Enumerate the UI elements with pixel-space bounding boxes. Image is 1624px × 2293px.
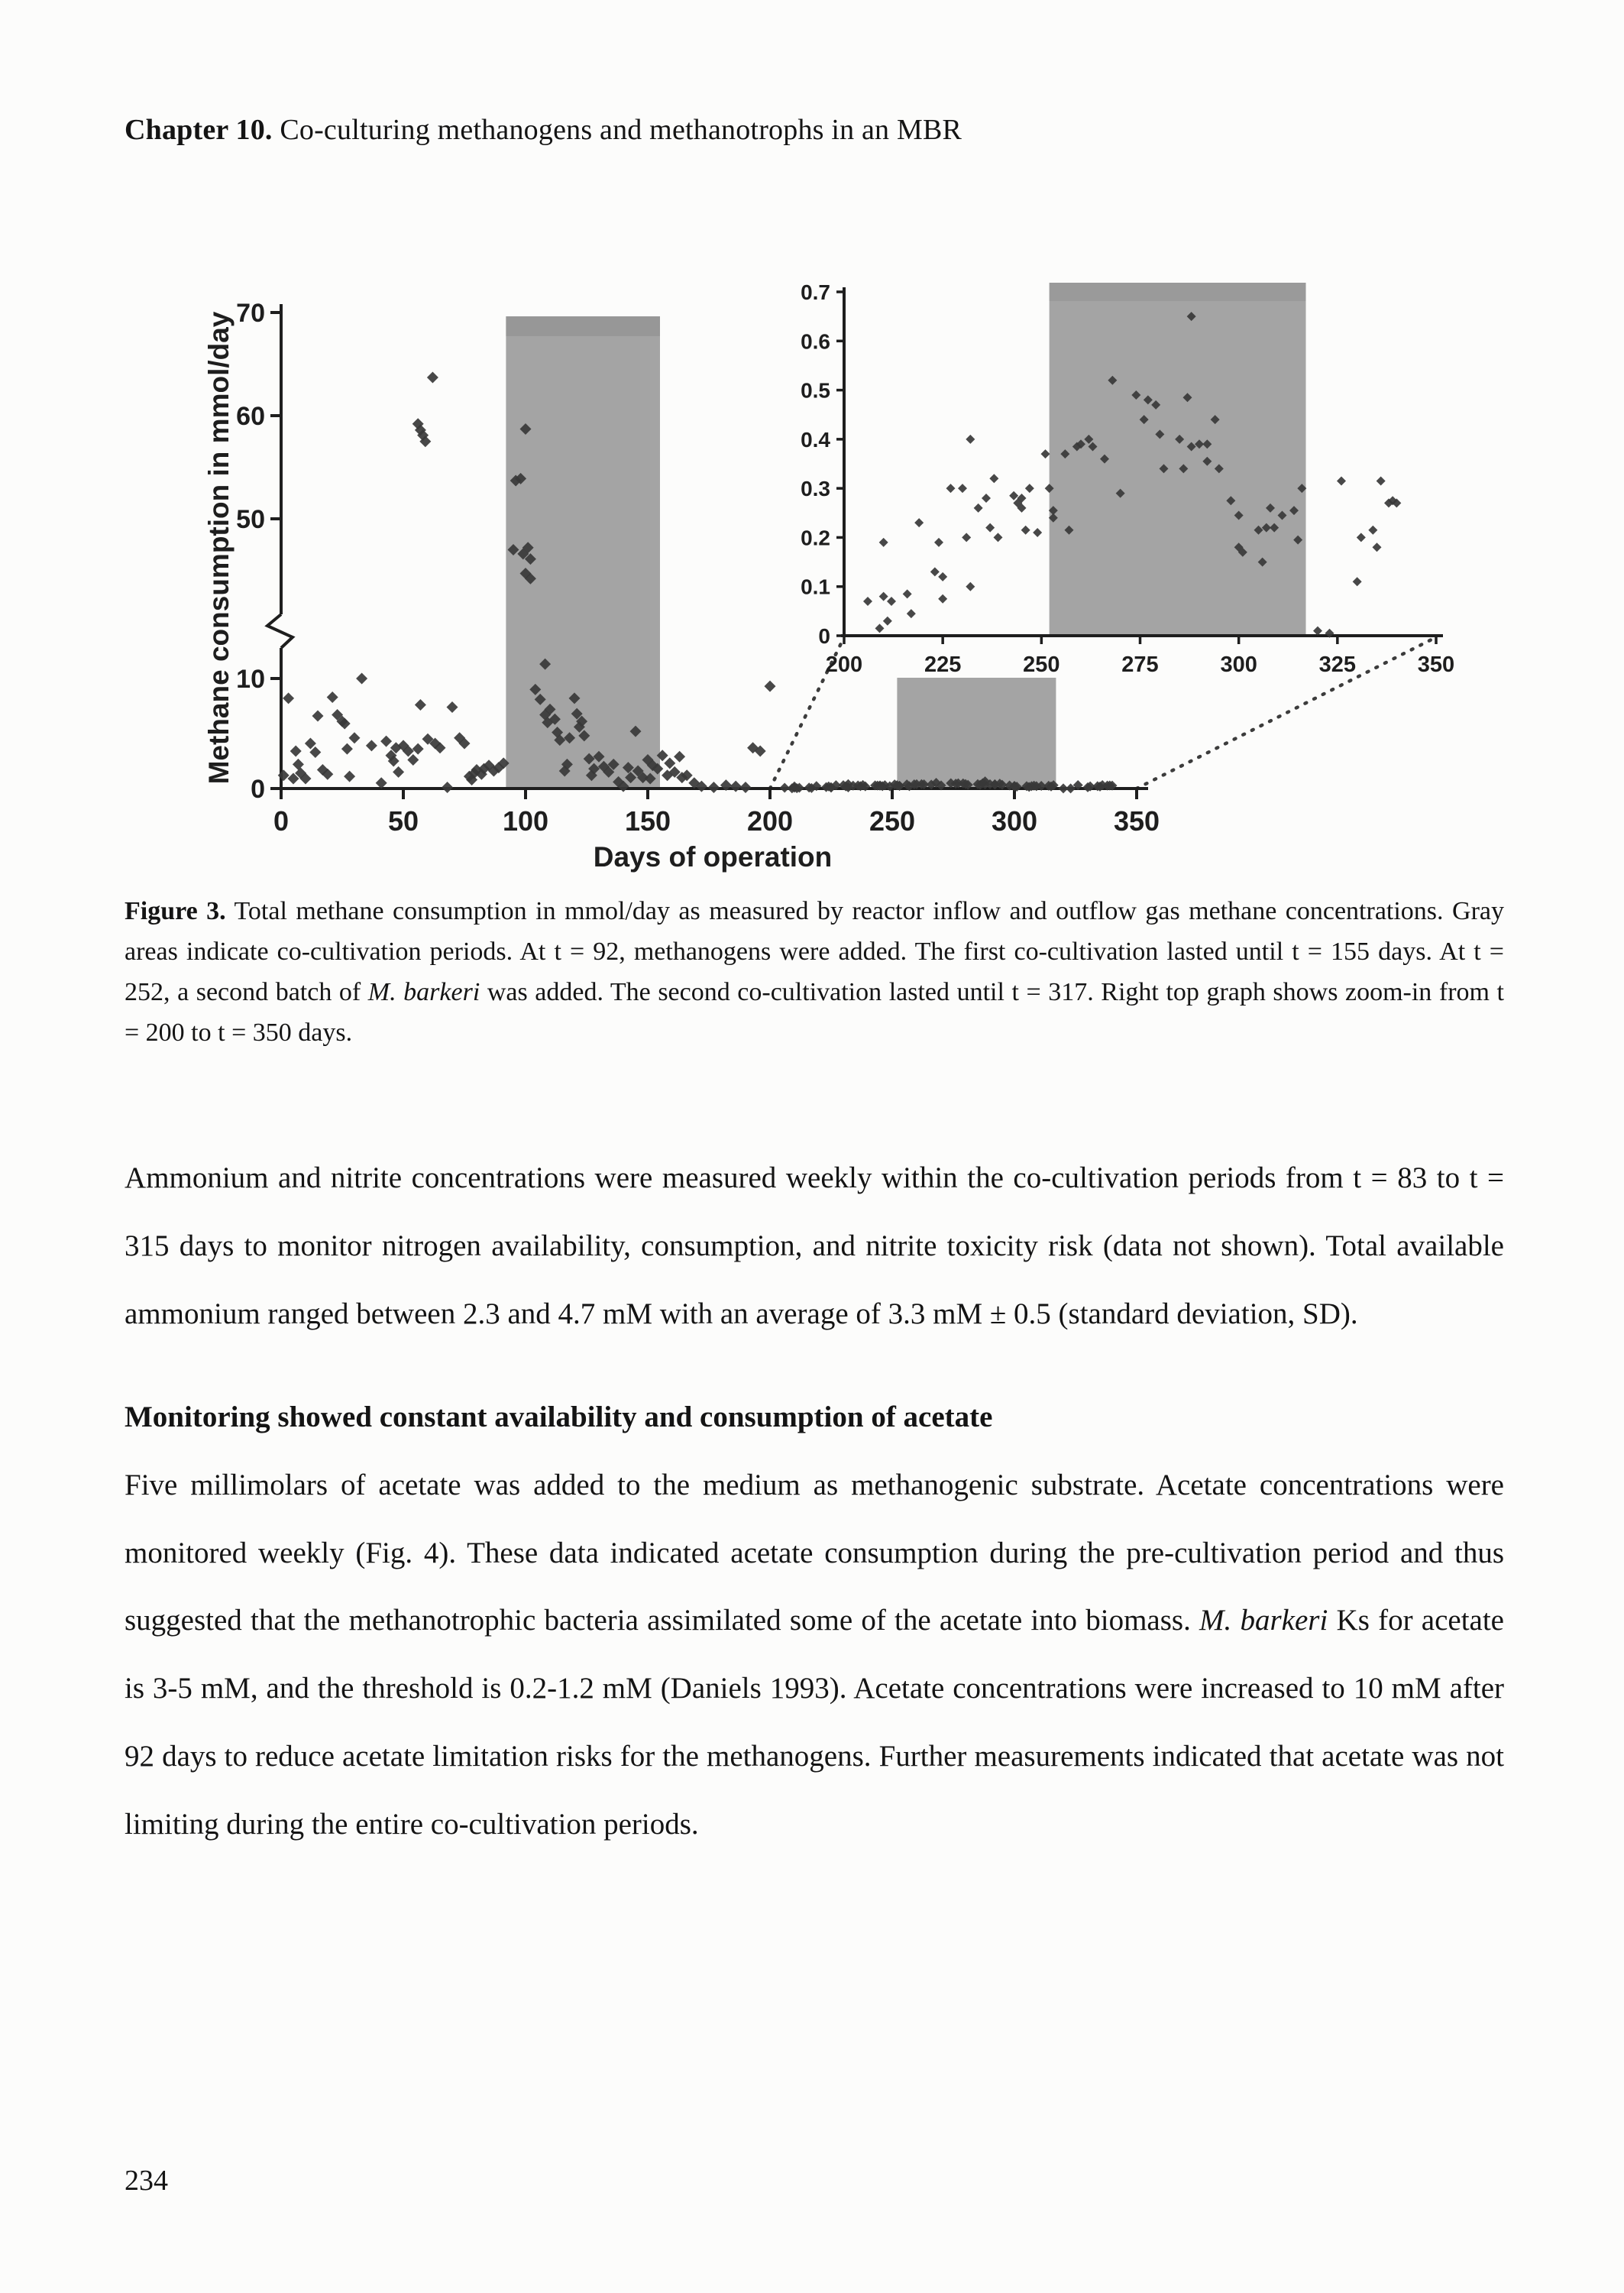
svg-text:0.1: 0.1 [801, 575, 830, 599]
svg-text:10: 10 [236, 665, 265, 694]
section-heading-acetate [125, 1384, 1504, 1452]
svg-text:250: 250 [1023, 653, 1060, 677]
text-run: was added. The second co-cultivation lasted until t = 317. Right top graph shows zoom-in from t = 200 to t = 350 days. [125, 978, 1504, 1048]
svg-text:325: 325 [1318, 653, 1357, 677]
text-run: Ammonium and nitrite concentrations were measured weekly within the co-cultivation periods from t = 83 to t = 315 days to monitor nitrogen availability, consumption, and nitrite toxicity risk (data not shown). Total available ammonium ranged between 2.3 and 4.7 mM with an average of 3.3 mM ± 0.5 (standard deviation, SD). [125, 1161, 1504, 1330]
svg-text:0: 0 [818, 624, 830, 648]
svg-text:50: 50 [236, 505, 265, 534]
text-run: M. barkeri [1199, 1604, 1328, 1637]
svg-text:250: 250 [869, 805, 916, 837]
chapter-header [125, 113, 962, 147]
svg-text:0: 0 [251, 775, 265, 804]
svg-text:150: 150 [624, 805, 671, 837]
text-run: Five millimolars of acetate was added to the medium as methanogenic substrate. Acetate concentrations were monitored weekly (Fig. 4). These data indicated acetate consumption during the pre-cultivation period and thus suggested that the methanotrophic bacteria assimilated some of the acetate into biomass. [125, 1468, 1504, 1637]
svg-text:Methane consumption in mmol/d: Methane consumption in mmol/day [203, 311, 235, 785]
paragraph-acetate [125, 1452, 1504, 1859]
svg-text:200: 200 [825, 653, 863, 677]
svg-text:60: 60 [236, 402, 265, 431]
svg-text:0.4: 0.4 [801, 427, 830, 452]
svg-text:225: 225 [924, 653, 962, 677]
svg-text:200: 200 [746, 805, 794, 837]
svg-text:0.2: 0.2 [801, 526, 830, 550]
svg-text:Days of operation: Days of operation [593, 841, 833, 873]
text-run: Co-culturing methanogens and methanotrophs in an MBR [272, 114, 962, 146]
text-run: Ks for acetate is 3-5 mM, and the threshold is 0.2-1.2 mM (Daniels 1993). Acetate concentrations were increased to 10 mM after 92 days to reduce acetate limitation risks for the methanogens. Further measurements indicated that acetate was not limiting during the entire co-cultivation periods. [125, 1604, 1504, 1841]
svg-text:350: 350 [1417, 653, 1455, 677]
svg-text:0.3: 0.3 [801, 477, 830, 501]
inset-shaded-region [1050, 283, 1306, 636]
svg-text:0.6: 0.6 [801, 329, 830, 354]
figure-3-chart [195, 261, 1493, 888]
svg-text:275: 275 [1121, 653, 1159, 677]
text-run: Monitoring showed constant availability and consumption of acetate [125, 1400, 993, 1433]
body-text [125, 1145, 1504, 1894]
svg-text:50: 50 [387, 805, 419, 837]
svg-text:70: 70 [236, 299, 265, 328]
co-cultivation-shaded-regions [506, 316, 1056, 789]
text-run: Chapter 10. [125, 114, 273, 146]
figure-caption [125, 891, 1504, 1053]
text-run: Total methane consumption in mmol/day as measured by reactor inflow and outflow gas methane concentrations. Gray areas indicate co-cultivation periods. At t = 92, methanogens were added. The first co-cultivation lasted until t = 155 days. At t = 252, a second batch of [125, 897, 1504, 1007]
paragraph-ammonium-nitrite [125, 1145, 1504, 1349]
svg-text:0.7: 0.7 [801, 280, 830, 304]
svg-text:100: 100 [502, 805, 549, 837]
figure-3 [195, 261, 1493, 888]
svg-text:350: 350 [1113, 805, 1160, 837]
text-run: M. barkeri [367, 978, 480, 1007]
svg-text:300: 300 [991, 805, 1038, 837]
svg-text:300: 300 [1220, 653, 1257, 677]
text-run: Figure 3. [125, 897, 226, 925]
page-number: 234 [125, 2165, 168, 2197]
svg-text:0.5: 0.5 [801, 378, 830, 403]
svg-text:0: 0 [273, 805, 290, 837]
